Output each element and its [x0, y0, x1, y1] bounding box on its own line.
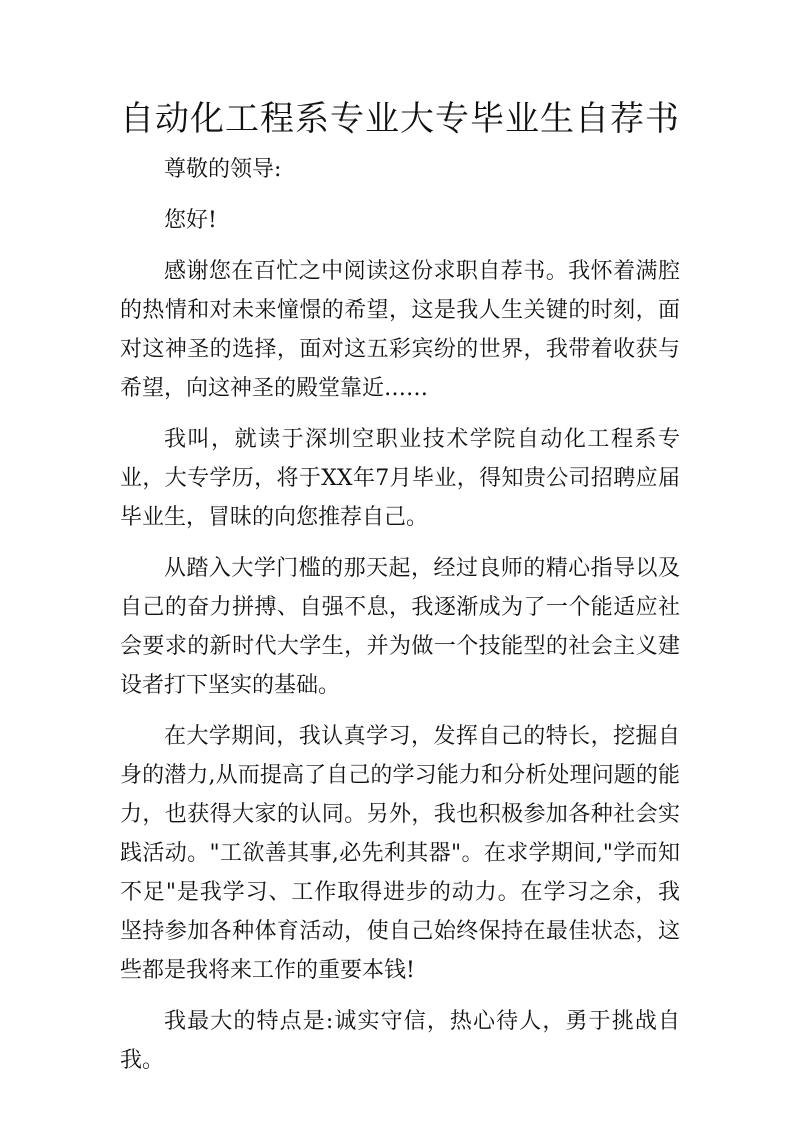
paragraph-university-experience: 在大学期间，我认真学习，发挥自己的特长，挖掘自身的潜力,从而提高了自己的学习能力和分析处理问题的能力，也获得大家的认同。另外，我也积极参加各种社会实践活动。"工欲善其事,必先利其器"。在求学期间,"学而知不足"是我学习、工作取得进步的动力。在学习之余，我坚持参加各种体育活动，使自己始终保持在最佳状态，这些都是我将来工作的重要本钱!: [120, 724, 680, 983]
paragraph-self-introduction: 我叫，就读于深圳空职业技术学院自动化工程系专业，大专学历，将于XX年7月毕业，得知贵公司招聘应届毕业生，冒昧的向您推荐自己。: [120, 427, 680, 530]
paragraph-characteristics: 我最大的特点是:诚实守信，热心待人，勇于挑战自我。: [120, 1009, 680, 1073]
paragraph-intro: 感谢您在百忙之中阅读这份求职自荐书。我怀着满腔的热情和对未来憧憬的希望，这是我人生关键的时刻，面对这神圣的选择，面对这五彩宾纷的世界，我带着收获与希望，向这神圣的殿堂靠近……: [120, 259, 680, 401]
document-body: [120, 150, 680, 1092]
document-title: 自动化工程系专业大专毕业生自荐书: [120, 99, 680, 139]
paragraph-growth: 从踏入大学门槛的那天起，经过良师的精心指导以及自己的奋力拼搏、自强不息，我逐渐成为了一个能适应社会要求的新时代大学生，并为做一个技能型的社会主义建设者打下坚实的基础。: [120, 556, 680, 698]
salutation: 尊敬的领导:: [164, 157, 282, 182]
greeting: 您好!: [164, 208, 217, 233]
